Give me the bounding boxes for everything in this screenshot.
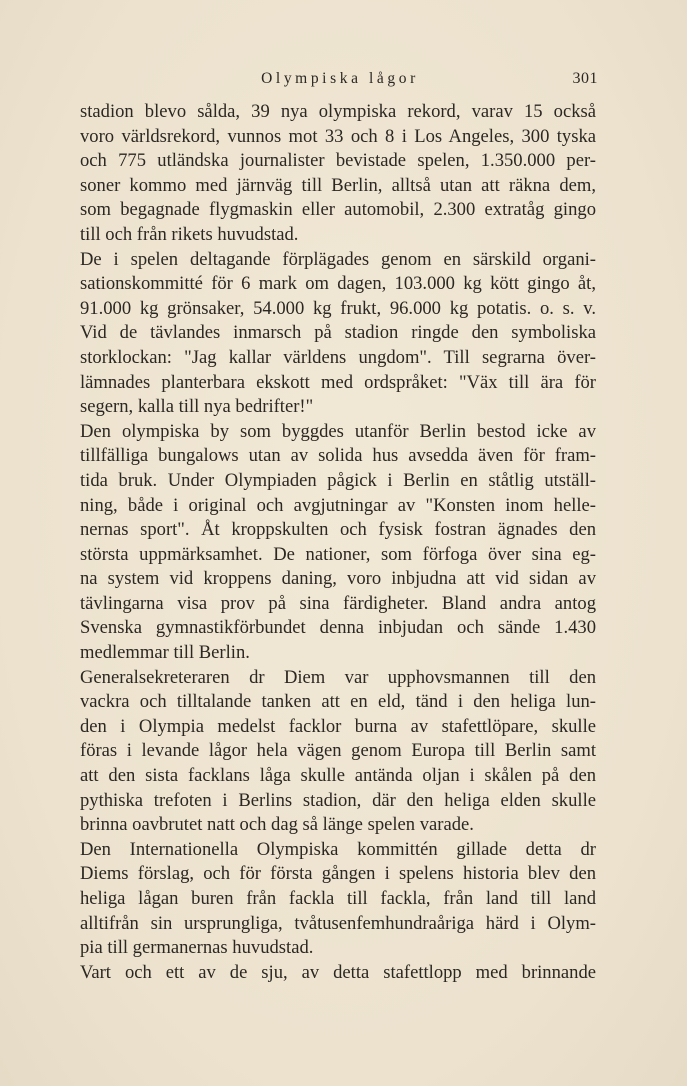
text-line: pythiska trefoten i Berlins stadion, där den heliga elden skulle [80, 789, 596, 811]
text-line: alltifrån sin ursprungliga, tvåtusenfemhundraåriga härd i Olym- [80, 912, 596, 934]
text-line: brinna oavbrutet natt och dag så länge spelen varade. [80, 814, 474, 836]
text-line: Vid de tävlandes inmarsch på stadion ringde den symboliska [80, 322, 596, 344]
text-line: Generalsekreteraren dr Diem var upphovsmannen till den [80, 666, 596, 688]
text-line: stadion blevo sålda, 39 nya olympiska rekord, varav 15 också [80, 101, 596, 122]
text-line: Vart och ett av de sju, av detta stafettlopp med brinnande [80, 961, 596, 983]
text-line: 91.000 kg grönsaker, 54.000 kg frukt, 96.000 kg potatis. o. s. v. [80, 297, 596, 319]
page-number: 301 [572, 70, 598, 87]
text-line: De i spelen deltagande förplägades genom en särskild organi- [80, 248, 596, 270]
text-line: och 775 utländska journalister bevistade spelen, 1.350.000 per- [80, 150, 596, 172]
text-line: pia till germanernas huvudstad. [80, 937, 314, 959]
text-line: tävlingarna visa prov på sina färdigheter. Bland andra antog [80, 592, 596, 614]
text-line: sationskommitté för 6 mark om dagen, 103.000 kg kött gingo åt, [80, 273, 596, 295]
text-line: föras i levande lågor hela vägen genom Europa till Berlin samt [80, 740, 596, 762]
text-line: vackra och tilltalande tanken att en eld, tänd i den heliga lun- [80, 691, 596, 713]
text-line: na system vid kroppens daning, voro inbjudna att vid sidan av [80, 568, 596, 590]
text-line: ning, både i original och avgjutningar av "Konsten inom helle- [80, 494, 596, 516]
text-line: voro världsrekord, vunnos mot 33 och 8 i Los Angeles, 300 tyska [80, 125, 596, 147]
text-line: tillfälliga bungalows utan av solida hus avsedda även för fram- [80, 445, 596, 467]
text-line: den i Olympia medelst facklor burna av stafettlöpare, skulle [80, 715, 596, 737]
text-line: tida bruk. Under Olympiaden pågick i Berlin en ståtlig utställ- [80, 469, 596, 491]
text-line: som begagnade flygmaskin eller automobil, 2.300 extratåg gingo [80, 199, 596, 221]
page-header [80, 68, 600, 92]
text-line: lämnades planterbara ekskott med ordspråket: "Väx till ära för [80, 371, 596, 393]
running-title: Olympiska lågor [261, 70, 419, 87]
text-line: Den olympiska by som byggdes utanför Berlin bestod icke av [80, 420, 596, 442]
body-text [80, 100, 596, 985]
text-line: segern, kalla till nya bedrifter!" [80, 396, 314, 418]
text-line: att den sista facklans låga skulle antända oljan i skålen på den [80, 765, 596, 787]
text-line: Den Internationella Olympiska kommittén gillade detta dr [80, 838, 596, 860]
text-line: Svenska gymnastikförbundet denna inbjudan och sände 1.430 [80, 617, 596, 639]
text-line: största uppmärksamhet. De nationer, som förfoga över sina eg- [80, 543, 596, 565]
text-line: soner kommo med järnväg till Berlin, alltså utan att räkna dem, [80, 174, 596, 196]
text-line: storklockan: "Jag kallar världens ungdom". Till segrarna över- [80, 346, 596, 368]
text-line: medlemmar till Berlin. [80, 642, 250, 664]
text-line: till och från rikets huvudstad. [80, 223, 299, 245]
text-line: Diems förslag, och för första gången i spelens historia blev den [80, 863, 596, 885]
text-line: heliga lågan buren från fackla till fackla, från land till land [80, 888, 596, 909]
text-line: nernas sport". Åt kroppskulten och fysisk fostran ägnades den [80, 519, 596, 541]
